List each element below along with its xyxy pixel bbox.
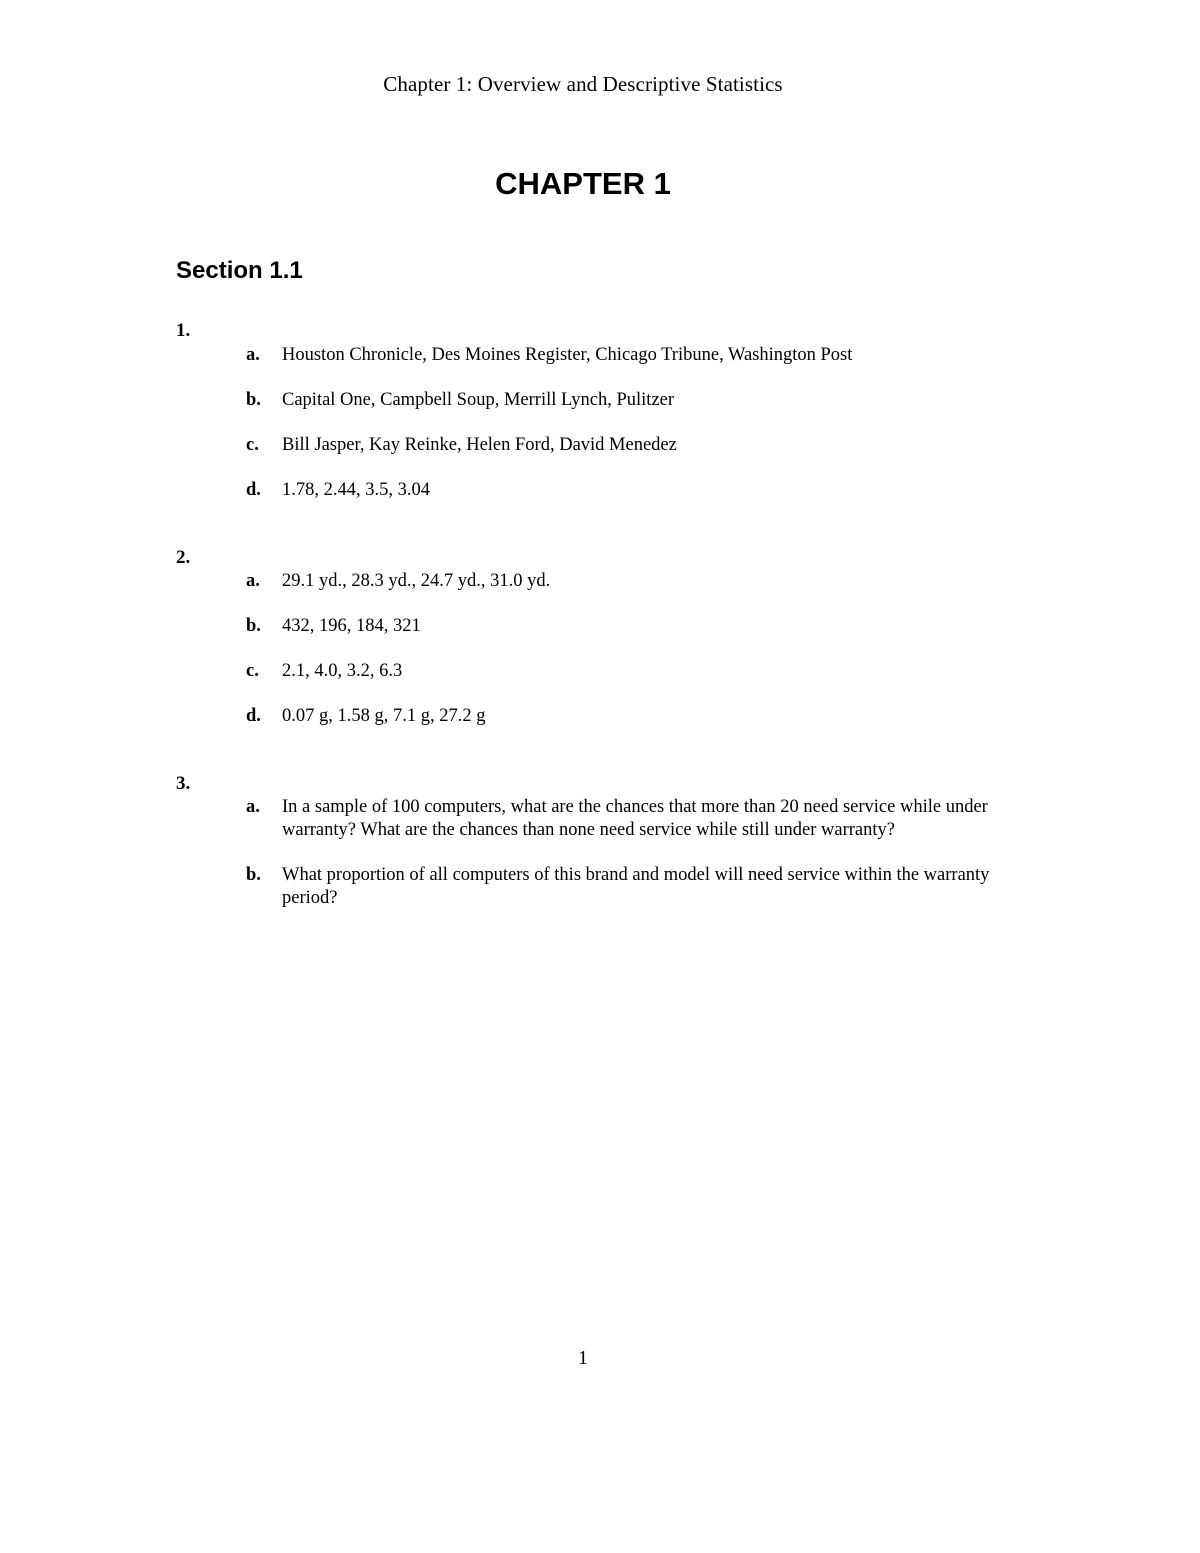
part-text: 29.1 yd., 28.3 yd., 24.7 yd., 31.0 yd. <box>282 571 551 591</box>
part-letter: c. <box>246 435 259 455</box>
part-letter: b. <box>246 616 261 636</box>
part-letter: b. <box>246 865 261 885</box>
part-letter: a. <box>246 571 260 591</box>
part-text: Bill Jasper, Kay Reinke, Helen Ford, David Menedez <box>282 435 677 455</box>
part-text: Capital One, Campbell Soup, Merrill Lynch, Pulitzer <box>282 390 675 410</box>
part-text: 2.1, 4.0, 3.2, 6.3 <box>282 661 403 681</box>
problem-number-2: 2. <box>176 547 191 568</box>
part-text: 432, 196, 184, 321 <box>282 616 421 636</box>
running-header: Chapter 1: Overview and Descriptive Statistics <box>383 72 783 96</box>
section-title: Section 1.1 <box>176 257 303 284</box>
problem-1-part-c <box>246 434 1006 457</box>
page-number: 1 <box>578 1347 588 1369</box>
problem-3-part-a <box>246 796 1006 842</box>
problem-3-part-b <box>246 864 1006 910</box>
part-letter: b. <box>246 390 261 410</box>
problem-number-1: 1. <box>176 320 191 341</box>
part-text: What proportion of all computers of this brand and model will need service within the warranty period? <box>282 865 990 908</box>
part-letter: a. <box>246 345 260 365</box>
problem-2-part-d <box>246 705 1006 728</box>
part-text: 1.78, 2.44, 3.5, 3.04 <box>282 480 430 500</box>
part-letter: a. <box>246 797 260 817</box>
problem-2-part-c <box>246 660 1006 683</box>
part-text: Houston Chronicle, Des Moines Register, Chicago Tribune, Washington Post <box>282 345 853 365</box>
problem-1-part-b <box>246 389 1006 412</box>
part-text: 0.07 g, 1.58 g, 7.1 g, 27.2 g <box>282 706 486 726</box>
problem-1-part-d <box>246 479 1006 502</box>
part-letter: c. <box>246 661 259 681</box>
problem-2-part-b <box>246 615 1006 638</box>
problem-number-3: 3. <box>176 773 191 794</box>
problem-1-part-a <box>246 344 1006 367</box>
chapter-title: CHAPTER 1 <box>495 166 671 201</box>
problem-2-part-a <box>246 570 1006 593</box>
part-letter: d. <box>246 480 261 500</box>
part-letter: d. <box>246 706 261 726</box>
part-text: In a sample of 100 computers, what are the chances that more than 20 need service while under warranty? What are the chances than none need service while still under warranty? <box>282 797 988 840</box>
